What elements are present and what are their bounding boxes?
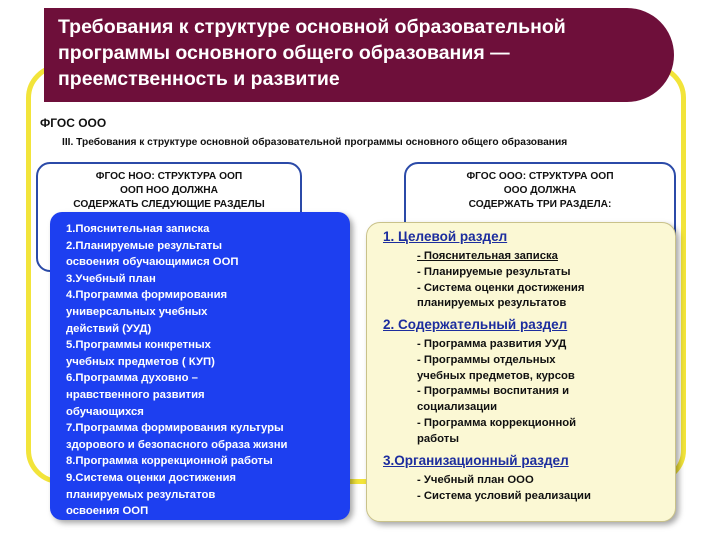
list-item: освоения обучающимися ООП	[66, 256, 239, 269]
list-item: - Программы отдельных	[417, 353, 556, 366]
list-item: планируемых результатов	[66, 488, 216, 501]
list-item: 2.Планируемые результаты	[66, 239, 222, 252]
ooo-sections-panel	[366, 222, 676, 522]
target-section-title: 1. Целевой раздел	[383, 229, 508, 244]
organizational-section-list	[417, 473, 591, 505]
section-heading: III. Требования к структуре основной образовательной программы основного общего образования	[62, 137, 568, 148]
list-item: 3.Учебный план	[66, 272, 156, 285]
noo-sections-panel	[50, 212, 350, 520]
organizational-section-title: 3.Организационный раздел	[383, 453, 569, 468]
title-line: Требования к структуре основной образовательной	[58, 16, 566, 38]
list-item: - Система условий реализации	[417, 489, 591, 502]
list-item: - Система оценки достижения	[417, 281, 585, 294]
list-item: - Программа развития УУД	[417, 338, 567, 350]
content-section-title: 2. Содержательный раздел	[383, 317, 568, 332]
list-item: - Программа коррекционной	[417, 416, 577, 429]
list-item: универсальных учебных	[66, 305, 208, 318]
title-line: преемственность и развитие	[58, 68, 340, 90]
list-item: - Учебный план ООО	[417, 474, 534, 486]
list-item: здорового и безопасного образа жизни	[66, 438, 288, 451]
noo-box-line: СОДЕРЖАТЬ СЛЕДУЮЩИЕ РАЗДЕЛЫ	[73, 199, 265, 210]
content-section-list	[417, 337, 576, 448]
list-item: нравственного развития	[66, 388, 205, 401]
list-item: действий (УУД)	[66, 322, 152, 335]
target-section-list	[417, 249, 584, 312]
noo-box-line: ООП НОО ДОЛЖНА	[119, 185, 219, 196]
list-item: 8.Программа коррекционной работы	[66, 455, 273, 468]
list-item: - Планируемые результаты	[417, 265, 571, 278]
list-item: 4.Программа формирования	[66, 289, 228, 302]
ooo-box-line: СОДЕРЖАТЬ ТРИ РАЗДЕЛА:	[468, 199, 612, 210]
slide-title	[58, 14, 648, 92]
list-item: планируемых результатов	[417, 297, 567, 310]
title-line: программы основного общего образования —	[58, 42, 510, 64]
list-item: 1.Пояснительная записка	[66, 223, 210, 235]
list-item: освоения ООП	[66, 505, 149, 518]
title-banner	[44, 8, 674, 102]
noo-box-line: ФГОС НОО: СТРУКТУРА ООП	[95, 171, 243, 182]
list-item: 9.Система оценки достижения	[66, 471, 236, 484]
ooo-box-line: ФГОС ООО: СТРУКТУРА ООП	[466, 171, 614, 182]
list-item: 7.Программа формирования культуры	[66, 422, 284, 435]
noo-sections-list	[66, 221, 288, 520]
list-item: 6.Программа духовно –	[66, 372, 198, 385]
title-underline	[52, 96, 636, 100]
list-item: учебных предметов ( КУП)	[66, 355, 215, 368]
fgos-label: ФГОС ООО	[40, 116, 107, 130]
list-item: социализации	[417, 401, 498, 414]
list-item: обучающихся	[66, 405, 144, 418]
list-item: учебных предметов, курсов	[417, 369, 575, 382]
list-item: - Программы воспитания и	[417, 385, 570, 398]
list-item: 5.Программы конкретных	[66, 339, 211, 352]
list-item: работы	[417, 432, 459, 445]
list-item: - Пояснительная записка	[417, 250, 558, 262]
ooo-box-line: ООО ДОЛЖНА	[503, 185, 577, 196]
